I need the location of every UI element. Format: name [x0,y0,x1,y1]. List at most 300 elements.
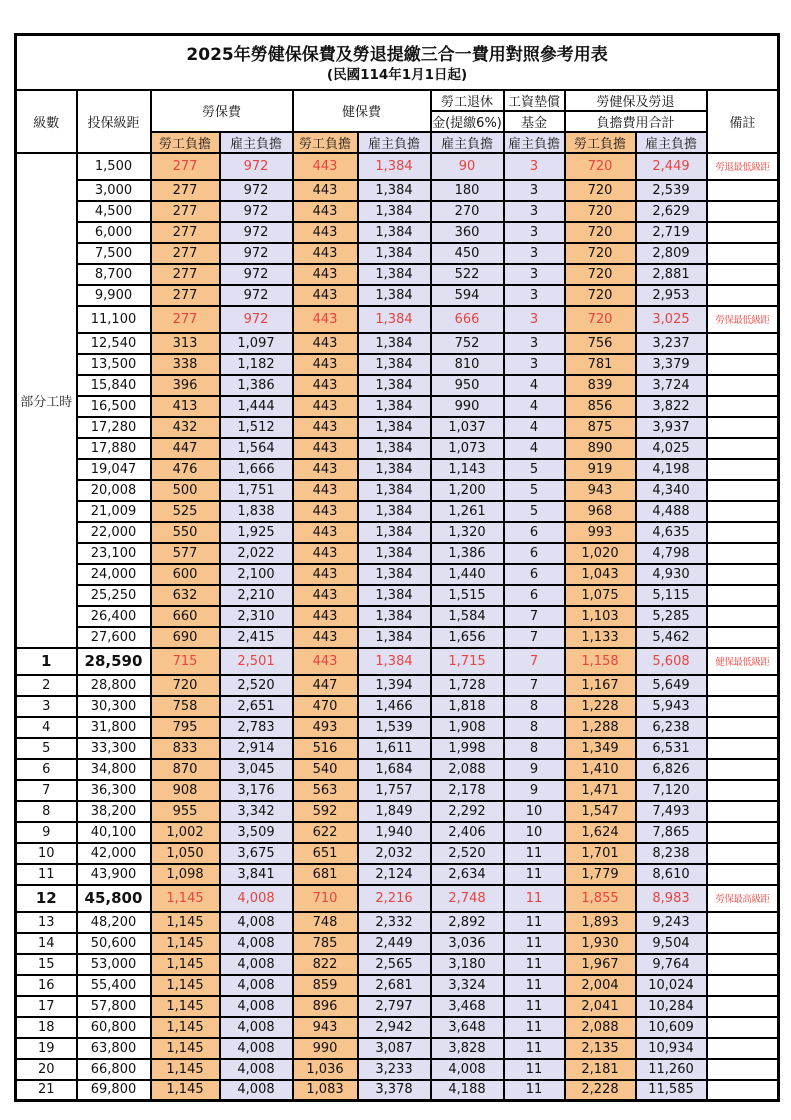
cell-pension-employer: 1,728 [431,675,504,696]
cell-health-employer: 1,384 [358,438,431,459]
cell-insured-bracket: 21,009 [77,501,151,522]
cell-total-employer: 5,649 [636,675,707,696]
cell-total-employee: 1,228 [565,696,636,717]
cell-note: 健保最低級距 [707,648,779,675]
cell-labor-employee: 476 [151,459,220,480]
cell-labor-employee: 447 [151,438,220,459]
cell-total-employee: 1,547 [565,801,636,822]
cell-health-employee: 710 [293,885,358,912]
cell-wage-fund-employer: 10 [504,822,565,843]
table-row [16,996,779,1017]
cell-wage-fund-employer: 3 [504,201,565,222]
cell-insured-bracket: 22,000 [77,522,151,543]
cell-total-employee: 720 [565,153,636,180]
cell-labor-employer: 972 [220,306,293,333]
cell-insured-bracket: 11,100 [77,306,151,333]
cell-pension-employer: 1,998 [431,738,504,759]
cell-labor-employer: 1,097 [220,333,293,354]
cell-note: 勞保最高級距 [707,885,779,912]
cell-health-employer: 1,384 [358,354,431,375]
cell-note [707,780,779,801]
cell-wage-fund-employer: 7 [504,606,565,627]
table-row [16,375,779,396]
cell-pension-employer: 666 [431,306,504,333]
cell-note [707,375,779,396]
cell-note [707,585,779,606]
cell-total-employer: 4,930 [636,564,707,585]
cell-health-employee: 443 [293,564,358,585]
cell-insured-bracket: 19,047 [77,459,151,480]
cell-labor-employer: 2,520 [220,675,293,696]
cell-total-employee: 890 [565,438,636,459]
cell-total-employee: 1,855 [565,885,636,912]
row-group-part-time-label: 部分工時 [16,153,77,648]
cell-insured-bracket: 25,250 [77,585,151,606]
table-row [16,522,779,543]
cell-health-employee: 1,083 [293,1080,358,1101]
cell-insured-bracket: 48,200 [77,912,151,933]
cell-total-employer: 2,629 [636,201,707,222]
cell-pension-employer: 3,468 [431,996,504,1017]
table-row [16,285,779,306]
cell-health-employee: 443 [293,201,358,222]
cell-health-employer: 1,384 [358,201,431,222]
cell-health-employee: 443 [293,375,358,396]
cell-health-employer: 1,684 [358,759,431,780]
cell-labor-employer: 3,045 [220,759,293,780]
cell-note [707,480,779,501]
cell-total-employee: 919 [565,459,636,480]
cell-level: 4 [16,717,77,738]
cell-total-employee: 1,020 [565,543,636,564]
cell-pension-employer: 3,180 [431,954,504,975]
cell-insured-bracket: 55,400 [77,975,151,996]
cell-insured-bracket: 50,600 [77,933,151,954]
cell-pension-employer: 594 [431,285,504,306]
cell-insured-bracket: 15,840 [77,375,151,396]
header-wage-fund-employer-share: 雇主負擔 [504,132,565,153]
cell-wage-fund-employer: 3 [504,222,565,243]
title-row [16,35,779,90]
cell-note [707,627,779,648]
cell-total-employer: 5,115 [636,585,707,606]
cell-total-employee: 2,228 [565,1080,636,1101]
cell-insured-bracket: 63,800 [77,1038,151,1059]
cell-pension-employer: 1,037 [431,417,504,438]
cell-total-employee: 720 [565,306,636,333]
cell-total-employer: 4,488 [636,501,707,522]
cell-total-employer: 3,379 [636,354,707,375]
table-row [16,438,779,459]
cell-total-employee: 2,088 [565,1017,636,1038]
table-row [16,864,779,885]
cell-wage-fund-employer: 11 [504,885,565,912]
cell-insured-bracket: 8,700 [77,264,151,285]
cell-note [707,459,779,480]
cell-note [707,438,779,459]
cell-total-employer: 7,493 [636,801,707,822]
cell-health-employee: 447 [293,675,358,696]
page-subtitle: (民國114年1月1日起) [326,67,468,83]
cell-insured-bracket: 34,800 [77,759,151,780]
cell-note [707,864,779,885]
cell-insured-bracket: 28,590 [77,648,151,675]
cell-health-employer: 1,611 [358,738,431,759]
cell-note [707,759,779,780]
cell-pension-employer: 752 [431,333,504,354]
table-row [16,933,779,954]
cell-insured-bracket: 16,500 [77,396,151,417]
cell-pension-employer: 1,143 [431,459,504,480]
cell-total-employee: 1,624 [565,822,636,843]
reference-table-sheet [14,33,780,1102]
cell-insured-bracket: 28,800 [77,675,151,696]
cell-total-employer: 11,585 [636,1080,707,1101]
cell-total-employee: 1,288 [565,717,636,738]
cell-labor-employer: 4,008 [220,933,293,954]
cell-labor-employee: 277 [151,201,220,222]
cell-labor-employer: 1,564 [220,438,293,459]
cell-labor-employer: 2,783 [220,717,293,738]
cell-total-employee: 1,075 [565,585,636,606]
cell-note [707,1038,779,1059]
cell-pension-employer: 1,073 [431,438,504,459]
cell-level: 19 [16,1038,77,1059]
cell-total-employer: 3,025 [636,306,707,333]
cell-health-employer: 2,565 [358,954,431,975]
cell-labor-employee: 277 [151,222,220,243]
cell-labor-employer: 1,925 [220,522,293,543]
cell-pension-employer: 90 [431,153,504,180]
cell-insured-bracket: 33,300 [77,738,151,759]
cell-health-employer: 1,394 [358,675,431,696]
cell-insured-bracket: 13,500 [77,354,151,375]
cell-insured-bracket: 38,200 [77,801,151,822]
cell-health-employee: 443 [293,585,358,606]
cell-wage-fund-employer: 3 [504,153,565,180]
cell-labor-employer: 1,838 [220,501,293,522]
cell-health-employer: 2,332 [358,912,431,933]
cell-labor-employer: 2,210 [220,585,293,606]
table-row [16,180,779,201]
cell-health-employer: 1,940 [358,822,431,843]
cell-pension-employer: 2,892 [431,912,504,933]
cell-health-employer: 2,216 [358,885,431,912]
table-row [16,333,779,354]
cell-note [707,333,779,354]
cell-wage-fund-employer: 11 [504,1080,565,1101]
cell-wage-fund-employer: 8 [504,738,565,759]
cell-labor-employee: 1,145 [151,912,220,933]
cell-labor-employee: 758 [151,696,220,717]
cell-labor-employer: 2,501 [220,648,293,675]
cell-health-employer: 1,384 [358,606,431,627]
cell-labor-employer: 972 [220,222,293,243]
cell-wage-fund-employer: 9 [504,759,565,780]
cell-health-employer: 2,681 [358,975,431,996]
cell-wage-fund-employer: 5 [504,501,565,522]
cell-note [707,1017,779,1038]
cell-labor-employer: 2,022 [220,543,293,564]
cell-labor-employer: 4,008 [220,912,293,933]
cell-health-employer: 2,124 [358,864,431,885]
cell-health-employee: 443 [293,417,358,438]
cell-level: 10 [16,843,77,864]
cell-total-employer: 3,822 [636,396,707,417]
cell-health-employee: 443 [293,606,358,627]
cell-health-employee: 443 [293,459,358,480]
cell-insured-bracket: 60,800 [77,1017,151,1038]
cell-pension-employer: 450 [431,243,504,264]
cell-labor-employer: 2,914 [220,738,293,759]
cell-health-employer: 2,032 [358,843,431,864]
cell-labor-employee: 396 [151,375,220,396]
cell-wage-fund-employer: 6 [504,522,565,543]
cell-pension-employer: 2,520 [431,843,504,864]
table-row [16,675,779,696]
cell-pension-employer: 1,584 [431,606,504,627]
cell-labor-employer: 4,008 [220,954,293,975]
cell-insured-bracket: 57,800 [77,996,151,1017]
table-row [16,585,779,606]
cell-pension-employer: 1,261 [431,501,504,522]
cell-note [707,354,779,375]
cell-labor-employee: 1,145 [151,1059,220,1080]
cell-health-employer: 1,384 [358,375,431,396]
cell-insured-bracket: 17,280 [77,417,151,438]
cell-labor-employee: 833 [151,738,220,759]
table-row [16,459,779,480]
cell-health-employee: 443 [293,306,358,333]
cell-labor-employee: 632 [151,585,220,606]
cell-labor-employee: 795 [151,717,220,738]
header-pension-employer-share: 雇主負擔 [431,132,504,153]
cell-health-employee: 443 [293,285,358,306]
cell-insured-bracket: 6,000 [77,222,151,243]
cell-total-employer: 9,504 [636,933,707,954]
cell-insured-bracket: 43,900 [77,864,151,885]
cell-health-employer: 1,384 [358,264,431,285]
header-pension-line1: 勞工退休 [431,90,504,111]
cell-labor-employer: 2,415 [220,627,293,648]
cell-total-employer: 9,243 [636,912,707,933]
cell-labor-employer: 4,008 [220,1080,293,1101]
cell-pension-employer: 1,818 [431,696,504,717]
cell-insured-bracket: 9,900 [77,285,151,306]
cell-total-employee: 1,893 [565,912,636,933]
cell-pension-employer: 180 [431,180,504,201]
cell-level: 13 [16,912,77,933]
cell-wage-fund-employer: 3 [504,180,565,201]
cell-level: 5 [16,738,77,759]
table-row [16,717,779,738]
cell-insured-bracket: 7,500 [77,243,151,264]
cell-labor-employee: 577 [151,543,220,564]
table-row [16,396,779,417]
cell-wage-fund-employer: 3 [504,333,565,354]
cell-insured-bracket: 53,000 [77,954,151,975]
cell-level: 17 [16,996,77,1017]
cell-total-employee: 1,349 [565,738,636,759]
table-row [16,480,779,501]
cell-total-employee: 839 [565,375,636,396]
cell-level: 21 [16,1080,77,1101]
header-total-line1: 勞健保及勞退 [565,90,707,111]
cell-health-employee: 470 [293,696,358,717]
cell-health-employer: 1,539 [358,717,431,738]
cell-total-employee: 720 [565,243,636,264]
cell-health-employee: 563 [293,780,358,801]
cell-total-employee: 1,701 [565,843,636,864]
cell-total-employee: 1,043 [565,564,636,585]
cell-wage-fund-employer: 8 [504,717,565,738]
cell-labor-employer: 3,176 [220,780,293,801]
cell-labor-employee: 338 [151,354,220,375]
cell-note [707,717,779,738]
cell-pension-employer: 360 [431,222,504,243]
cell-wage-fund-employer: 11 [504,912,565,933]
cell-note [707,222,779,243]
cell-wage-fund-employer: 11 [504,1038,565,1059]
cell-total-employer: 3,937 [636,417,707,438]
cell-labor-employee: 955 [151,801,220,822]
cell-wage-fund-employer: 3 [504,285,565,306]
cell-health-employee: 651 [293,843,358,864]
cell-pension-employer: 1,908 [431,717,504,738]
cell-wage-fund-employer: 11 [504,864,565,885]
premium-reference-table [14,33,780,1102]
cell-health-employer: 1,384 [358,501,431,522]
cell-labor-employee: 525 [151,501,220,522]
cell-wage-fund-employer: 4 [504,375,565,396]
cell-labor-employee: 277 [151,243,220,264]
cell-level: 9 [16,822,77,843]
cell-health-employer: 1,384 [358,543,431,564]
cell-health-employee: 943 [293,1017,358,1038]
cell-wage-fund-employer: 11 [504,843,565,864]
cell-health-employee: 443 [293,480,358,501]
cell-total-employee: 993 [565,522,636,543]
cell-total-employer: 5,608 [636,648,707,675]
cell-total-employer: 8,983 [636,885,707,912]
cell-health-employee: 443 [293,153,358,180]
cell-total-employee: 720 [565,180,636,201]
cell-health-employee: 681 [293,864,358,885]
cell-labor-employer: 2,100 [220,564,293,585]
cell-health-employer: 1,384 [358,153,431,180]
cell-total-employer: 5,943 [636,696,707,717]
cell-pension-employer: 1,656 [431,627,504,648]
cell-health-employee: 443 [293,243,358,264]
cell-pension-employer: 4,008 [431,1059,504,1080]
cell-labor-employee: 1,145 [151,1017,220,1038]
cell-pension-employer: 1,440 [431,564,504,585]
cell-health-employee: 516 [293,738,358,759]
cell-health-employee: 443 [293,264,358,285]
cell-total-employer: 4,340 [636,480,707,501]
cell-health-employee: 443 [293,333,358,354]
cell-note [707,180,779,201]
cell-labor-employee: 1,145 [151,975,220,996]
cell-pension-employer: 2,634 [431,864,504,885]
cell-total-employer: 2,953 [636,285,707,306]
cell-wage-fund-employer: 3 [504,354,565,375]
cell-note [707,564,779,585]
header-row-1 [16,90,779,111]
table-title-block [16,35,779,90]
cell-pension-employer: 1,515 [431,585,504,606]
cell-pension-employer: 990 [431,396,504,417]
cell-labor-employee: 600 [151,564,220,585]
table-row [16,201,779,222]
cell-labor-employer: 972 [220,285,293,306]
cell-labor-employer: 972 [220,180,293,201]
cell-wage-fund-employer: 9 [504,780,565,801]
cell-health-employee: 822 [293,954,358,975]
cell-labor-employer: 4,008 [220,1059,293,1080]
cell-health-employee: 443 [293,222,358,243]
cell-wage-fund-employer: 7 [504,648,565,675]
cell-labor-employee: 277 [151,264,220,285]
header-labor-employee-share: 勞工負擔 [151,132,220,153]
cell-labor-employee: 1,145 [151,933,220,954]
cell-labor-employee: 413 [151,396,220,417]
cell-note [707,933,779,954]
cell-labor-employee: 690 [151,627,220,648]
table-row [16,153,779,180]
cell-insured-bracket: 12,540 [77,333,151,354]
cell-total-employer: 7,865 [636,822,707,843]
cell-labor-employee: 1,002 [151,822,220,843]
cell-insured-bracket: 20,008 [77,480,151,501]
cell-total-employer: 8,610 [636,864,707,885]
cell-labor-employer: 3,509 [220,822,293,843]
cell-pension-employer: 1,320 [431,522,504,543]
cell-level: 6 [16,759,77,780]
cell-labor-employer: 3,342 [220,801,293,822]
cell-total-employee: 1,967 [565,954,636,975]
cell-pension-employer: 950 [431,375,504,396]
cell-health-employer: 1,849 [358,801,431,822]
cell-insured-bracket: 40,100 [77,822,151,843]
cell-note [707,843,779,864]
table-row [16,222,779,243]
table-row [16,822,779,843]
cell-note [707,396,779,417]
cell-total-employee: 1,103 [565,606,636,627]
header-total-employer-share: 雇主負擔 [636,132,707,153]
cell-note [707,738,779,759]
cell-level: 12 [16,885,77,912]
cell-insured-bracket: 45,800 [77,885,151,912]
cell-health-employer: 1,384 [358,396,431,417]
cell-level: 3 [16,696,77,717]
cell-total-employer: 2,539 [636,180,707,201]
cell-total-employee: 781 [565,354,636,375]
cell-labor-employee: 1,098 [151,864,220,885]
table-row [16,501,779,522]
table-row [16,885,779,912]
cell-total-employee: 720 [565,201,636,222]
cell-total-employer: 2,809 [636,243,707,264]
cell-total-employer: 5,462 [636,627,707,648]
cell-health-employee: 443 [293,543,358,564]
cell-health-employee: 443 [293,180,358,201]
cell-insured-bracket: 30,300 [77,696,151,717]
cell-level: 11 [16,864,77,885]
cell-insured-bracket: 1,500 [77,153,151,180]
cell-pension-employer: 1,715 [431,648,504,675]
